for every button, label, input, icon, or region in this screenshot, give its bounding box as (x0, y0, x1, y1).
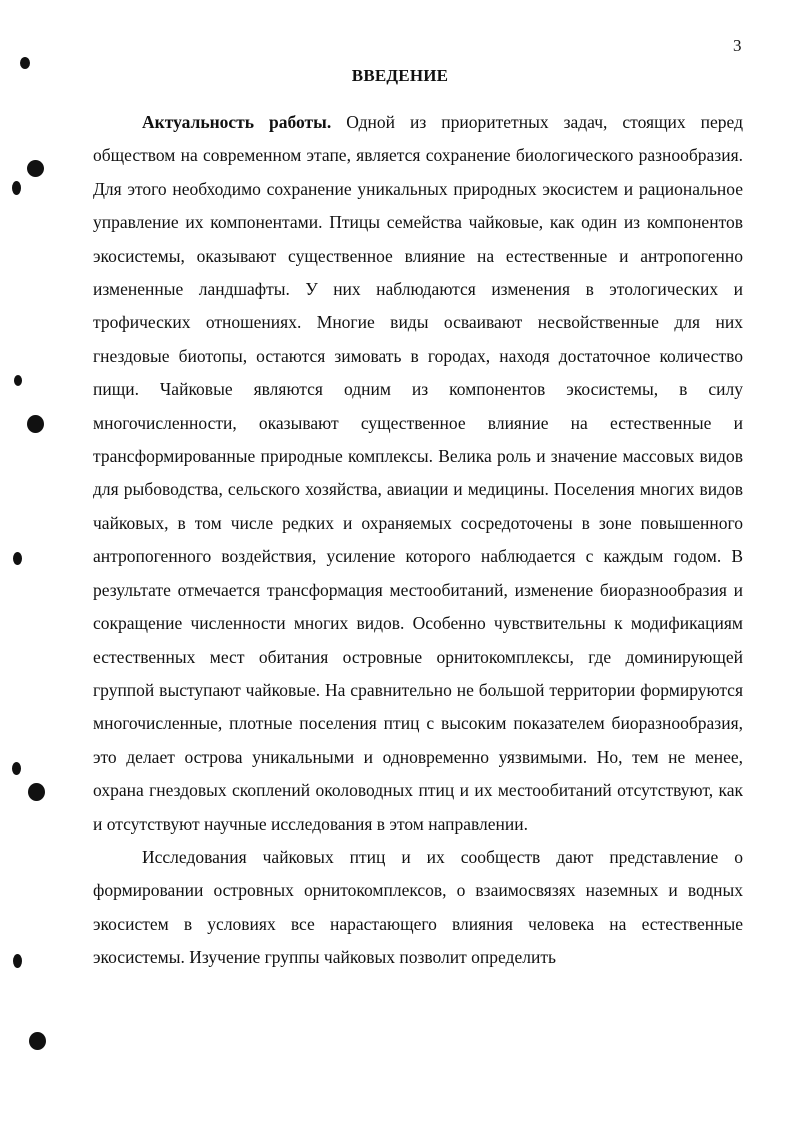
body-text (93, 106, 743, 975)
punch-hole (29, 1032, 46, 1050)
punch-hole-mark (13, 552, 22, 565)
paragraph-text: Одной из приоритетных задач, стоящих перед обществом на современном этапе, является сохранение биологического разнообразия. Для этого необходимо сохранение уникальных природных экосистем и рациональное управление их компонентами. Птицы семейства чайковые, как один из компонентов экосистемы, оказывают существенное влияние на естественные и антропогенно измененные ландшафты. У них наблюдаются изменения в этологических и трофических отношениях. Многие виды осваивают несвойственные для них гнездовые биотопы, остаются зимовать в городах, находя достаточное количество пищи. Чайковые являются одним из компонентов экосистемы, в силу многочисленности, оказывают существенное влияние на естественные и трансформированные природные комплексы. Велика роль и значение массовых видов для рыбоводства, сельского хозяйства, авиации и медицины. Поселения многих видов чайковых, в том числе редких и охраняемых сосредоточены в зоне повышенного антропогенного воздействия, усиление которого наблюдается с каждым годом. В результате отмечается трансформация местообитаний, изменение биоразнообразия и сокращение численности многих видов. Особенно чувствительны к модификациям естественных мест обитания островные орнитокомплексы, где доминирующей группой выступают чайковые. На сравнительно не большой территории формируются многочисленные, плотные поселения птиц с высоким показателем биоразнообразия, это делает острова уникальными и одновременно уязвимыми. Но, тем не менее, охрана гнездовых скоплений околоводных птиц и их местообитаний отсутствуют, как и отсутствуют научные исследования в этом направлении. (93, 112, 743, 834)
punch-hole-mark (12, 181, 21, 195)
punch-hole-mark (14, 375, 22, 386)
paragraph-lead: Актуальность работы. (142, 112, 332, 132)
punch-hole (28, 783, 45, 801)
punch-hole (27, 415, 44, 433)
paragraph-text: Исследования чайковых птиц и их сообществ дают представление о формировании островных орнитокомплексов, о взаимосвязях наземных и водных экосистем в условиях все нарастающего влияния человека на естественные экосистемы. Изучение группы чайковых позволит определить (93, 846, 743, 968)
paragraph-research (93, 841, 743, 975)
page-number: 3 (733, 36, 742, 55)
punch-hole-mark (13, 954, 22, 968)
punch-hole (27, 160, 44, 177)
paragraph-relevance (93, 106, 743, 841)
punch-hole-mark (12, 762, 21, 775)
binding-punch-holes (0, 0, 60, 1145)
section-title: ВВЕДЕНИЕ (351, 66, 449, 85)
